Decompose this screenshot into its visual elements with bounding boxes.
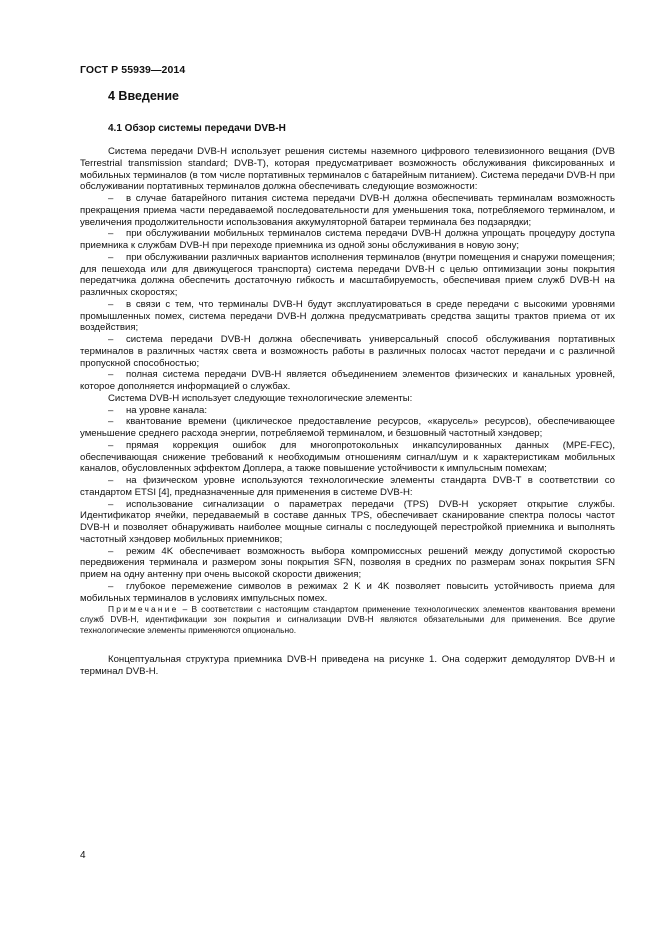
- note-label: Примечание: [108, 604, 179, 615]
- list-item-text: использование сигнализации о параметрах передачи (TPS) DVB-H ускоряет открытие службы. Идентификатор ячейки, передаваемый в составе данных TPS, обеспечивает сканирование спектра полосы частот DVB-H и позволяет обнаруживать наиболее мощные сигналы с последующей перестройкой приемника и выполнять частотный хэндовер мобильных приемников;: [80, 498, 615, 545]
- list-dash: –: [108, 251, 114, 263]
- list-item: [80, 440, 615, 475]
- subsection-title: 4.1 Обзор системы передачи DVB-H: [108, 123, 286, 134]
- document-code: ГОСТ Р 55939—2014: [80, 64, 186, 76]
- list-item: [80, 334, 615, 369]
- list-item-text: при обслуживании мобильных терминалов система передачи DVB-H должна упрощать процедуру доступа приемника к службам DVB-H при переходе приемника из одной зоны обслуживания в новую зону;: [80, 228, 615, 251]
- list-item-text: прямая коррекция ошибок для многопротокольных инкапсулированных данных (MPE-FEC), обеспечивающая снижение требований к необходимым отношениям сигнал/шум и к характеристикам мобильных каналов, обусловленных эффектом Доплера, а также повышение устойчивости к импульсным помехам;: [80, 439, 615, 475]
- list-dash: –: [108, 439, 114, 451]
- list-dash: –: [108, 545, 114, 557]
- list-item-text: режим 4K обеспечивает возможность выбора компромиссных решений между допустимой скоростью передвижения терминала и размером зоны покрытия SFN, позволяя в средних по размерам зонах покрытия SFN прием на одну антенну при очень высокой скорости движения;: [80, 545, 615, 580]
- list-item: [80, 546, 615, 581]
- list-item: [80, 499, 615, 546]
- list-item: [80, 475, 615, 499]
- list-item-text: при обслуживании различных вариантов исполнения терминалов (внутри помещения и снаружи помещения; для пешехода или для движущегося транспорта) система передачи DVB-H с целью оптимизации зоны покрытия передатчика должна обеспечить достаточную гибкость и масштабируемость, обеспечивая прием служб DVB-H на различных скоростях;: [80, 251, 615, 298]
- list-item-text: квантование времени (циклическое предоставление ресурсов, «карусель» ресурсов), обеспечивающее уменьшение среднего расхода энергии, потребляемой терминалом, и безшовный частотный хэндовер;: [80, 416, 615, 439]
- list-item-text: система передачи DVB-H должна обеспечивать универсальный способ обслуживания портативных терминалов в различных частях света и возможность работы в различных полосах частот передачи и с различной пропускной способностью;: [80, 334, 615, 369]
- list-item-text: в связи с тем, что терминалы DVB-H будут эксплуатироваться в среде передачи с высокими уровнями промышленных помех, система передачи DVB-H должна предусматривать средства защиты трактов приема от их воздействия;: [80, 298, 615, 334]
- tech-intro-paragraph: Система DVB-H использует следующие технологические элементы:: [108, 392, 413, 404]
- list-item: [80, 252, 615, 299]
- list-dash: –: [108, 369, 114, 381]
- list-item: [80, 416, 615, 440]
- page-number: 4: [80, 850, 86, 861]
- list-item: [80, 228, 615, 252]
- list-item: [80, 369, 615, 393]
- list-item-text: на уровне канала:: [126, 404, 208, 416]
- list-item: [80, 193, 615, 228]
- intro-paragraph: Система передачи DVB-H использует решения системы наземного цифрового телевизионного вещания (DVB Terrestrial transmission standard; DVB-T), которая предусматривает возможность обслуживания фиксированных и мобильных терминалов (в том числе портативных терминалов с батарейным питанием). Система передачи DVB-H при обслуживании портативных терминалов должна обеспечивать следующие возможности:: [80, 146, 615, 193]
- list-item: [80, 581, 615, 605]
- section-title: 4 Введение: [108, 89, 179, 103]
- list-dash: –: [108, 193, 114, 204]
- list-item: [80, 299, 615, 334]
- list-item-text: в случае батарейного питания система передачи DVB-H должна обеспечивать терминалам возможность прекращения приема части передаваемой последовательности для уменьшения тока, потребляемого терминалом, и увеличения продолжительности использования аккумуляторной батареи терминала без подзарядки;: [80, 193, 615, 228]
- note-text: – В соответствии с настоящим стандартом применение технологических элементов квантования времени служб DVB-H, идентификации зон покрытия и сигнализации DVB-H являются обязательными для применения. Все другие технологические элементы применяются опционально.: [80, 604, 615, 635]
- list-item-text: на физическом уровне используются технологические элементы стандарта DVB-T в соответствии со стандартом ETSI [4], предназначенные для применения в системе DVB-H:: [80, 475, 615, 498]
- list-dash: –: [108, 498, 114, 510]
- list-item-text: глубокое перемежение символов в режимах 2 K и 4K позволяет повысить устойчивость приема для мобильных терминалов в условиях импульсных помех.: [80, 580, 615, 604]
- note-paragraph: [80, 604, 615, 635]
- list-dash: –: [108, 298, 114, 310]
- document-body: [80, 146, 615, 677]
- list-item-text: полная система передачи DVB-H является объединением элементов физических и канальных уровней, которое дополняется информацией о службах.: [80, 369, 615, 392]
- list-dash: –: [108, 580, 114, 592]
- list-dash: –: [108, 228, 114, 240]
- list-dash: –: [108, 475, 114, 486]
- list-dash: –: [108, 334, 114, 345]
- list-dash: –: [108, 416, 114, 428]
- concept-paragraph: Концептуальная структура приемника DVB-H приведена на рисунке 1. Она содержит демодулятор DVB-H и терминал DVB-H.: [80, 653, 615, 677]
- list-item: [80, 405, 615, 417]
- list-dash: –: [108, 404, 114, 416]
